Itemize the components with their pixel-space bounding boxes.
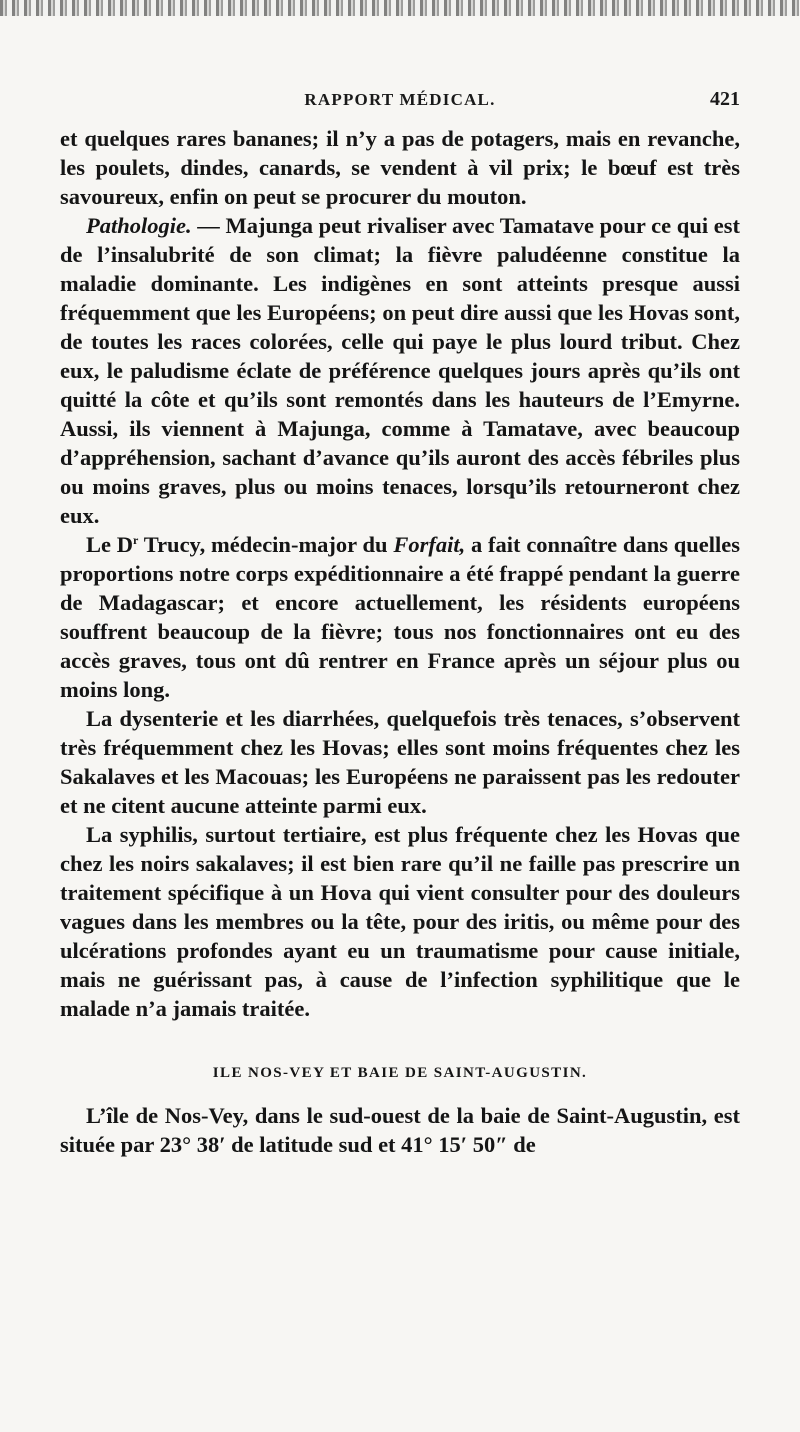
running-header [60, 90, 740, 116]
paragraph-pathologie [60, 211, 740, 530]
paragraph-syphilis [60, 820, 740, 1023]
paragraph-dysenterie-text: La dysenterie et les diarrhées, quelquefois très tenaces, s’observent très fréquemment chez les Hovas; elles sont moins fréquentes chez les Sakalaves et les Macouas; les Européens ne paraissent pas les redouter et ne citent aucune atteinte parmi eux. [60, 706, 740, 818]
running-title: RAPPORT MÉDICAL. [304, 90, 496, 109]
paragraph-trucy-superscript: r [133, 533, 139, 547]
paragraph-trucy-ship-name: Forfait, [393, 532, 466, 557]
paragraph-1-text: et quelques rares bananes; il n’y a pas de potagers, mais en revanche, les poulets, dindes, canards, se vendent à vil prix; le bœuf est très savoureux, enfin on peut se procurer du mouton. [60, 126, 740, 209]
body-text [60, 124, 740, 1159]
paragraph-trucy-before: Le D [86, 532, 134, 557]
paragraph-dysenterie [60, 704, 740, 820]
paragraph-trucy-after: a fait connaître dans quelles proportions notre corps expéditionnaire a été frappé pendant la guerre de Madagascar; et encore actuellement, les résidents européens souffrent beaucoup de la fièvre; tous nos fonctionnaires ont eu des accès graves, tous ont dû rentrer en France après un séjour plus ou moins long. [60, 532, 741, 702]
paragraph-1 [60, 124, 740, 211]
paragraph-trucy [60, 530, 740, 704]
scanned-page-edge [0, 0, 800, 16]
paragraph-nos-vey [60, 1101, 740, 1159]
paragraph-lead-pathologie: Pathologie. [86, 213, 192, 238]
paragraph-syphilis-text: La syphilis, surtout tertiaire, est plus fréquente chez les Hovas que chez les noirs sakalaves; il est bien rare qu’il ne faille pas prescrire un traitement spécifique à un Hova qui vient consulter pour des douleurs vagues dans les membres ou la tête, pour des iritis, ou même pour des ulcérations profondes ayant eu un traumatisme pour cause initiale, mais ne guérissant pas, à cause de l’infection syphilitique que le malade n’a jamais traitée. [60, 822, 740, 1021]
paragraph-pathologie-text: — Majunga peut rivaliser avec Tamatave pour ce qui est de l’insalubrité de son climat; la fièvre paludéenne constitue la maladie dominante. Les indigènes en sont atteints presque aussi fréquemment que les Européens; on peut dire aussi que les Hovas sont, de toutes les races colorées, celle qui paye le plus lourd tribut. Chez eux, le paludisme éclate de préférence quelques jours après qu’ils ont quitté la côte et qu’ils sont remontés dans les hauteurs de l’Emyrne. Aussi, ils viennent à Majunga, comme à Tamatave, avec beaucoup d’appréhension, sachant d’avance qu’ils auront des accès fébriles plus ou moins graves, plus ou moins tenaces, lorsqu’ils retourneront chez eux. [60, 213, 740, 528]
paragraph-nos-vey-text: L’île de Nos-Vey, dans le sud-ouest de la baie de Saint-Augustin, est située par 23° 38′ de latitude sud et 41° 15′ 50″ de [60, 1103, 740, 1157]
page-number: 421 [710, 88, 740, 110]
section-heading: ILE NOS-VEY ET BAIE DE SAINT-AUGUSTIN. [212, 1065, 588, 1081]
paragraph-trucy-middle: Trucy, médecin-major du [138, 532, 394, 557]
